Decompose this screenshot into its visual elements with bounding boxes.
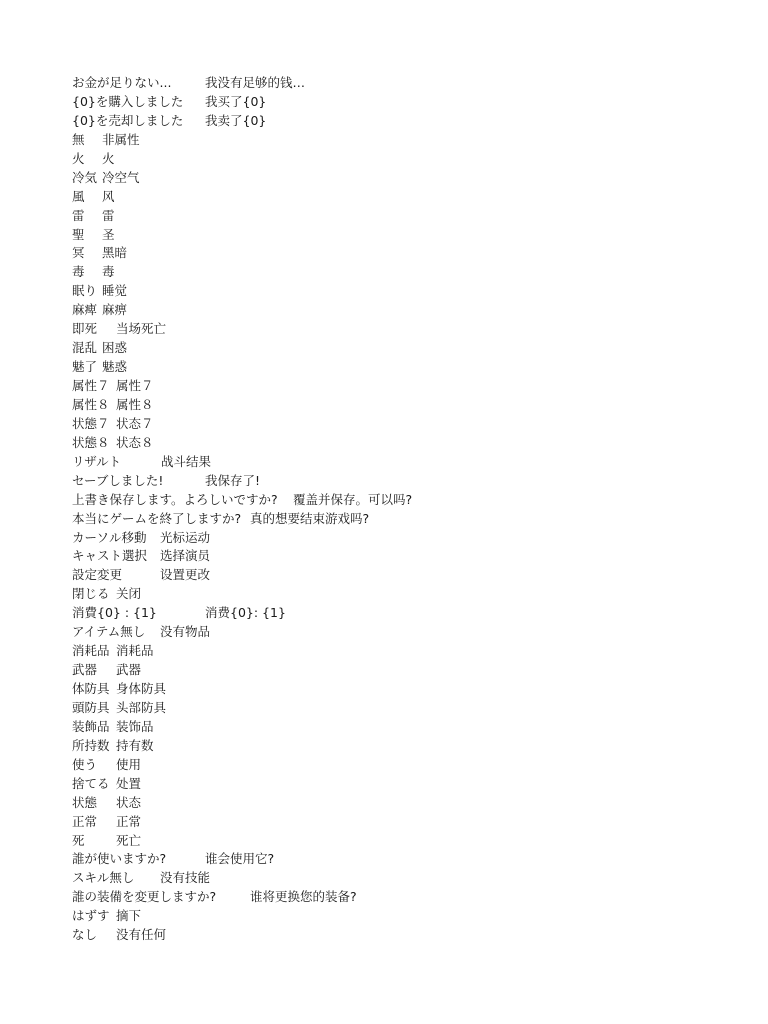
japanese-text: 毒 <box>72 264 85 280</box>
chinese-text: 光标运动 <box>160 529 211 545</box>
chinese-text: 使用 <box>116 756 142 772</box>
japanese-text: 武器 <box>72 662 98 678</box>
chinese-text: 摘下 <box>116 908 142 924</box>
translation-row <box>72 93 752 112</box>
translation-row <box>72 604 752 623</box>
japanese-text: 頭防具 <box>72 699 110 715</box>
japanese-text: 麻痺 <box>72 302 98 318</box>
chinese-text: 火 <box>102 150 115 166</box>
translation-row <box>72 510 752 529</box>
translation-row <box>72 339 752 358</box>
translation-row <box>72 358 752 377</box>
translation-row <box>72 813 752 832</box>
chinese-text: 风 <box>102 188 115 204</box>
translation-row <box>72 623 752 642</box>
japanese-text: 状態８ <box>72 434 110 450</box>
chinese-text: 没有任何 <box>116 927 167 943</box>
chinese-text: 非属性 <box>102 131 140 147</box>
chinese-text: 我保存了! <box>205 472 261 488</box>
chinese-text: 谁会使用它? <box>205 851 275 867</box>
japanese-text: 眠り <box>72 283 98 299</box>
japanese-text: 風 <box>72 188 85 204</box>
translation-row <box>72 926 752 945</box>
japanese-text: 本当にゲームを終了しますか? <box>72 510 242 526</box>
japanese-text: 属性８ <box>72 396 110 412</box>
japanese-text: 冥 <box>72 245 85 261</box>
translation-row <box>72 661 752 680</box>
translation-row <box>72 680 752 699</box>
japanese-text: セーブしました! <box>72 472 164 488</box>
japanese-text: 使う <box>72 756 98 772</box>
japanese-text: 消耗品 <box>72 643 110 659</box>
japanese-text: カーソル移動 <box>72 529 147 545</box>
japanese-text: リザルト <box>72 453 122 469</box>
translation-row <box>72 415 752 434</box>
chinese-text: 我买了{0} <box>205 93 267 109</box>
japanese-text: 捨てる <box>72 775 110 791</box>
translation-row <box>72 850 752 869</box>
chinese-text: 麻痹 <box>102 302 128 318</box>
japanese-text: 冷気 <box>72 169 98 185</box>
chinese-text: 正常 <box>116 813 142 829</box>
translation-row <box>72 566 752 585</box>
translation-row <box>72 434 752 453</box>
translation-row <box>72 207 752 226</box>
translation-row <box>72 529 752 548</box>
translation-row <box>72 737 752 756</box>
chinese-text: 关闭 <box>116 586 142 602</box>
chinese-text: 覆盖并保存。可以吗? <box>293 491 413 507</box>
chinese-text: 处置 <box>116 775 142 791</box>
chinese-text: 属性８ <box>116 396 154 412</box>
chinese-text: 谁将更换您的装备? <box>250 889 357 905</box>
japanese-text: 雷 <box>72 207 85 223</box>
chinese-text: 武器 <box>116 662 142 678</box>
chinese-text: 我没有足够的钱… <box>205 75 306 90</box>
translation-row <box>72 756 752 775</box>
translation-row <box>72 131 752 150</box>
chinese-text: 毒 <box>102 264 115 280</box>
japanese-text: 状態７ <box>72 415 110 431</box>
chinese-text: 当场死亡 <box>116 321 167 337</box>
japanese-text: {0}を売却しました <box>72 112 184 128</box>
japanese-text: 所持数 <box>72 737 110 753</box>
chinese-text: 设置更改 <box>160 567 211 583</box>
japanese-text: アイテム無し <box>72 624 146 640</box>
translation-row <box>72 642 752 661</box>
translation-row <box>72 74 752 93</box>
japanese-text: 正常 <box>72 813 98 829</box>
translation-row <box>72 188 752 207</box>
translation-row <box>72 301 752 320</box>
japanese-text: 消費{0} : {1} <box>72 605 157 621</box>
translation-row <box>72 320 752 339</box>
japanese-text: 混乱 <box>72 340 98 356</box>
translation-row <box>72 869 752 888</box>
chinese-text: 我卖了{0} <box>205 112 267 128</box>
japanese-text: 誰が使いますか? <box>72 851 167 867</box>
japanese-text: お金が足りない... <box>72 75 172 90</box>
japanese-text: 上書き保存します。よろしいですか? <box>72 491 278 507</box>
chinese-text: 状态７ <box>116 415 154 431</box>
translation-list <box>72 74 752 945</box>
translation-row <box>72 888 752 907</box>
chinese-text: 黑暗 <box>102 245 128 261</box>
chinese-text: 没有物品 <box>160 624 211 640</box>
chinese-text: 持有数 <box>116 737 154 753</box>
chinese-text: 消耗品 <box>116 643 154 659</box>
translation-row <box>72 263 752 282</box>
chinese-text: 选择演员 <box>160 548 211 564</box>
chinese-text: 雷 <box>102 207 115 223</box>
chinese-text: 状态８ <box>116 434 154 450</box>
translation-row <box>72 282 752 301</box>
translation-row <box>72 491 752 510</box>
japanese-text: {0}を購入しました <box>72 93 184 109</box>
translation-row <box>72 472 752 491</box>
translation-row <box>72 226 752 245</box>
translation-row <box>72 244 752 263</box>
japanese-text: 閉じる <box>72 586 110 602</box>
translation-row <box>72 775 752 794</box>
translation-row <box>72 907 752 926</box>
translation-row <box>72 547 752 566</box>
japanese-text: 即死 <box>72 321 98 337</box>
chinese-text: 没有技能 <box>160 870 211 886</box>
translation-row <box>72 718 752 737</box>
japanese-text: 聖 <box>72 226 85 242</box>
chinese-text: 死亡 <box>116 832 142 848</box>
translation-row <box>72 794 752 813</box>
japanese-text: スキル無し <box>72 870 135 886</box>
translation-row <box>72 396 752 415</box>
japanese-text: 誰の装備を変更しますか? <box>72 889 217 905</box>
japanese-text: 魅了 <box>72 359 98 375</box>
chinese-text: 状态 <box>116 794 142 810</box>
translation-row <box>72 699 752 718</box>
japanese-text: なし <box>72 927 98 943</box>
translation-row <box>72 150 752 169</box>
chinese-text: 身体防具 <box>116 681 167 696</box>
chinese-text: 属性７ <box>116 378 154 393</box>
chinese-text: 装饰品 <box>116 718 154 734</box>
chinese-text: 战斗结果 <box>161 453 212 469</box>
japanese-text: 装飾品 <box>72 718 110 734</box>
japanese-text: 無 <box>72 131 85 147</box>
chinese-text: 圣 <box>102 226 115 242</box>
chinese-text: 消费{0}: {1} <box>205 605 286 621</box>
japanese-text: はずす <box>72 908 110 924</box>
chinese-text: 头部防具 <box>116 699 167 715</box>
japanese-text: 状態 <box>72 794 98 810</box>
chinese-text: 冷空气 <box>102 169 140 185</box>
japanese-text: 設定変更 <box>72 567 123 583</box>
japanese-text: キャスト選択 <box>72 548 148 564</box>
chinese-text: 困惑 <box>102 340 128 356</box>
japanese-text: 属性７ <box>72 378 110 393</box>
japanese-text: 体防具 <box>72 681 110 696</box>
translation-row <box>72 832 752 851</box>
japanese-text: 火 <box>72 150 85 166</box>
chinese-text: 魅惑 <box>102 359 128 375</box>
translation-row <box>72 377 752 396</box>
chinese-text: 真的想要结束游戏吗? <box>250 510 370 526</box>
chinese-text: 睡觉 <box>102 283 128 299</box>
translation-row <box>72 169 752 188</box>
japanese-text: 死 <box>72 832 85 848</box>
translation-row <box>72 585 752 604</box>
translation-row <box>72 453 752 472</box>
translation-row <box>72 112 752 131</box>
